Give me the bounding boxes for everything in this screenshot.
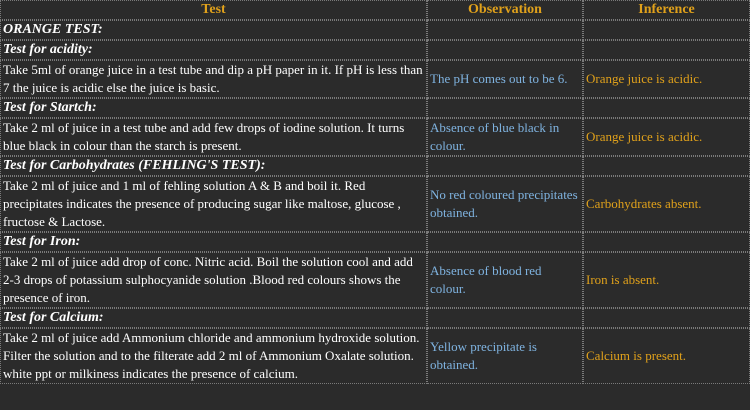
table-row (0, 176, 750, 232)
title-row (0, 20, 750, 40)
observation-cell: Absence of blue black in colour. (427, 118, 583, 156)
empty-cell (583, 40, 750, 60)
empty-cell (427, 40, 583, 60)
table-row (0, 328, 750, 384)
empty-cell (427, 20, 583, 40)
inference-cell: Iron is absent. (583, 252, 750, 308)
header-test: Test (0, 0, 427, 20)
observation-cell: Yellow precipitate is obtained. (427, 328, 583, 384)
empty-cell (427, 308, 583, 328)
table-title: ORANGE TEST: (0, 20, 427, 40)
inference-cell: Calcium is present. (583, 328, 750, 384)
observation-cell: The pH comes out to be 6. (427, 60, 583, 98)
section-heading-row (0, 156, 750, 176)
table-row (0, 118, 750, 156)
empty-cell (427, 156, 583, 176)
observation-cell: No red coloured precipitates obtained. (427, 176, 583, 232)
observation-cell: Absence of blood red colour. (427, 252, 583, 308)
empty-cell (583, 308, 750, 328)
test-procedure: Take 2 ml of juice in a test tube and add few drops of iodine solution. It turns blue black in colour than the starch is present. (0, 118, 427, 156)
empty-cell (427, 232, 583, 252)
empty-cell (427, 98, 583, 118)
section-heading: Test for Startch: (0, 98, 427, 118)
empty-cell (583, 20, 750, 40)
test-procedure: Take 2 ml of juice add Ammonium chloride and ammonium hydroxide solution. Filter the solution and to the filterate add 2 ml of Ammonium Oxalate solution. white ppt or milkiness indicates the presence of calcium. (0, 328, 427, 384)
inference-cell: Orange juice is acidic. (583, 118, 750, 156)
section-heading: Test for Carbohydrates (FEHLING'S TEST): (0, 156, 427, 176)
inference-cell: Carbohydrates absent. (583, 176, 750, 232)
section-heading: Test for Calcium: (0, 308, 427, 328)
inference-cell: Orange juice is acidic. (583, 60, 750, 98)
empty-cell (583, 232, 750, 252)
test-procedure: Take 2 ml of juice add drop of conc. Nitric acid. Boil the solution cool and add 2-3 drops of potassium sulphocyanide solution .Blood red colours shows the presence of iron. (0, 252, 427, 308)
section-heading-row (0, 40, 750, 60)
table-row (0, 60, 750, 98)
empty-cell (583, 156, 750, 176)
section-heading: Test for acidity: (0, 40, 427, 60)
table-row (0, 252, 750, 308)
section-heading-row (0, 308, 750, 328)
section-heading: Test for Iron: (0, 232, 427, 252)
header-inference: Inference (583, 0, 750, 20)
header-observation: Observation (427, 0, 583, 20)
test-procedure: Take 5ml of orange juice in a test tube and dip a pH paper in it. If pH is less than 7 the juice is acidic else the juice is basic. (0, 60, 427, 98)
header-row (0, 0, 750, 20)
section-heading-row (0, 98, 750, 118)
test-procedure: Take 2 ml of juice and 1 ml of fehling solution A & B and boil it. Red precipitates indicates the presence of producing sugar like maltose, glucose , fructose & Lactose. (0, 176, 427, 232)
empty-cell (583, 98, 750, 118)
section-heading-row (0, 232, 750, 252)
